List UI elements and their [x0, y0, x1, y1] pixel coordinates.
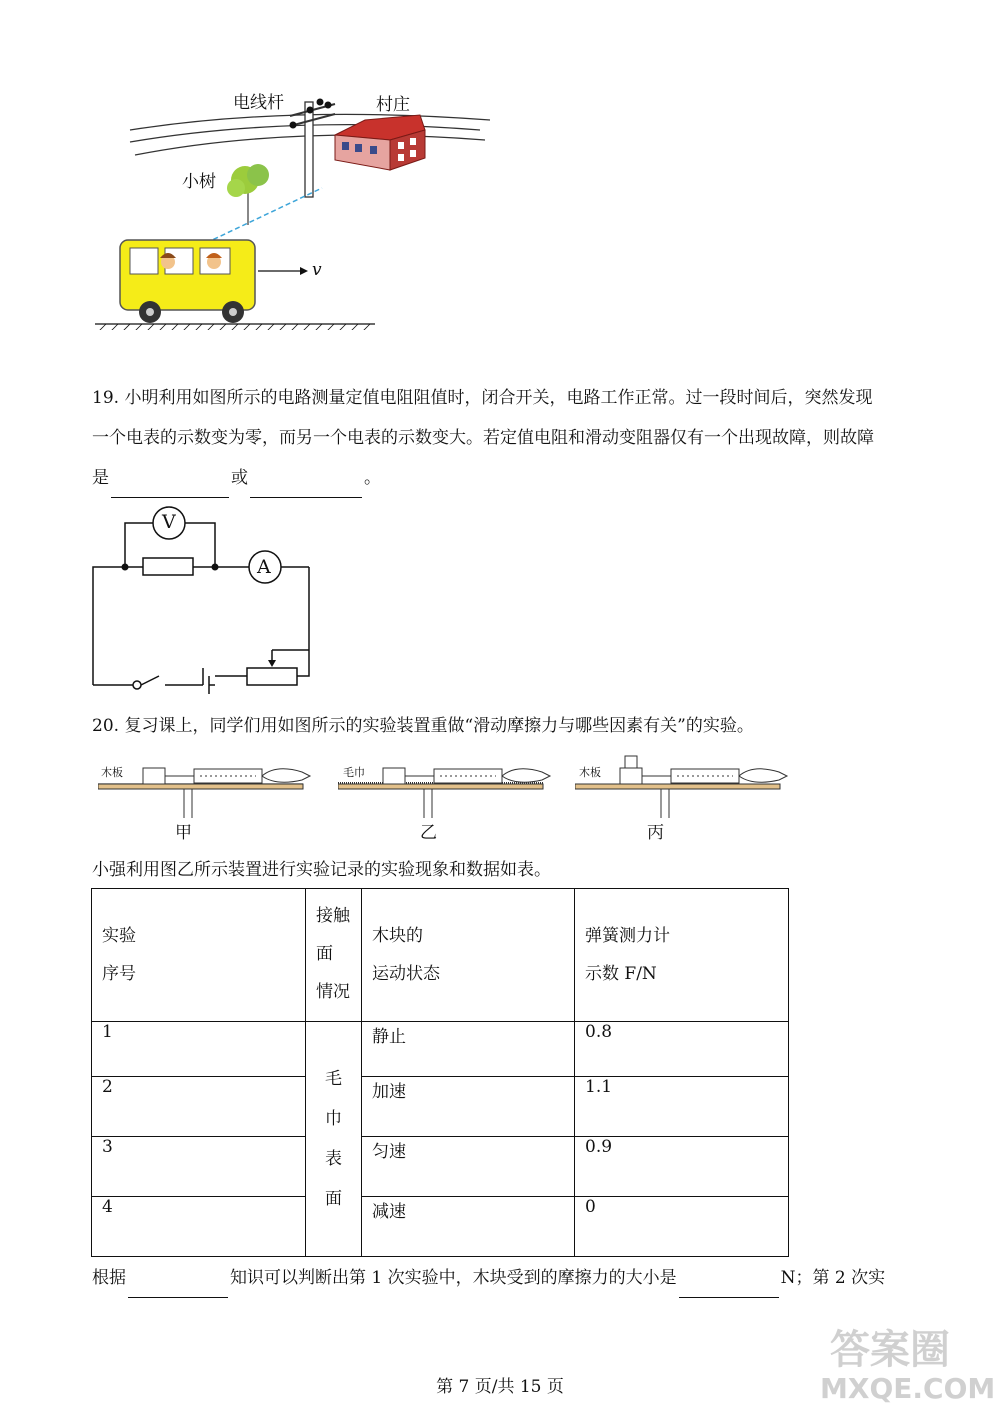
data-table	[91, 888, 789, 1257]
apparatus-yi-surface: 毛巾	[343, 766, 365, 779]
apparatus-bing	[575, 750, 790, 820]
q20-last-line: 根据 知识可以判断出第 1 次实验中，木块受到的摩擦力的大小是 N；第 2 次实	[92, 1258, 922, 1298]
header-spring-reading: 弹簧测力计 示数 F/N	[575, 889, 789, 1022]
header-surface: 接触 面 情况	[306, 889, 362, 1022]
apparatus-jia-surface: 木板	[101, 766, 123, 779]
q19-line1: 19. 小明利用如图所示的电路测量定值电阻阻值时，闭合开关，电路工作正常。过一段时间后，突然发现	[92, 388, 873, 408]
apparatus-yi	[338, 760, 553, 820]
circuit-diagram	[85, 500, 325, 700]
table-row	[92, 1022, 789, 1077]
label-village: 村庄	[376, 95, 410, 115]
apparatus-yi-caption: 乙	[420, 823, 437, 843]
spring-reading: 0.9	[575, 1137, 789, 1197]
label-tree: 小树	[182, 172, 216, 192]
q19-text	[92, 378, 912, 498]
table-row	[92, 1197, 789, 1257]
spring-reading: 0	[575, 1197, 789, 1257]
motion-state: 匀速	[362, 1137, 575, 1197]
q19-line2: 一个电表的示数变为零，而另一个电表的示数变大。若定值电阻和滑动变阻器仅有一个出现故障，则故障	[92, 428, 874, 448]
apparatus-bing-surface: 木板	[579, 766, 601, 779]
ammeter-label: A	[257, 556, 271, 578]
motion-state: 静止	[362, 1022, 575, 1077]
figure-bus-scene	[90, 80, 510, 330]
trial-no: 3	[92, 1137, 306, 1197]
voltmeter-label: V	[162, 511, 176, 533]
trial-no: 2	[92, 1077, 306, 1137]
label-velocity: v	[312, 260, 322, 280]
answer-blank-4[interactable]	[679, 1277, 779, 1298]
spring-reading: 0.8	[575, 1022, 789, 1077]
label-pole: 电线杆	[233, 93, 284, 113]
header-motion-state: 木块的 运动状态	[362, 889, 575, 1022]
watermark-logo: 答案圈	[830, 1327, 950, 1373]
answer-blank-1[interactable]	[111, 477, 229, 498]
apparatus-jia-caption: 甲	[175, 823, 192, 843]
q19-line3: 是 或 。	[92, 458, 912, 498]
table-row	[92, 1077, 789, 1137]
header-trial-no: 实验 序号	[92, 889, 306, 1022]
answer-blank-3[interactable]	[128, 1277, 228, 1298]
apparatus-jia	[98, 760, 313, 820]
surface-cell: 毛 巾 表 面	[306, 1022, 362, 1257]
motion-state: 减速	[362, 1197, 575, 1257]
q20-line1: 20. 复习课上，同学们用如图所示的实验装置重做“滑动摩擦力与哪些因素有关”的实验。	[92, 716, 754, 736]
table-row	[92, 1137, 789, 1197]
trial-no: 1	[92, 1022, 306, 1077]
spring-reading: 1.1	[575, 1077, 789, 1137]
watermark-text: MXQE.COM	[820, 1372, 996, 1405]
page-footer: 第 7 页/共 15 页	[436, 1377, 564, 1397]
answer-blank-2[interactable]	[250, 477, 362, 498]
q20-table-intro: 小强利用图乙所示装置进行实验记录的实验现象和数据如表。	[92, 860, 551, 880]
motion-state: 加速	[362, 1077, 575, 1137]
trial-no: 4	[92, 1197, 306, 1257]
apparatus-bing-caption: 丙	[647, 823, 664, 843]
table-header-row	[92, 889, 789, 1022]
